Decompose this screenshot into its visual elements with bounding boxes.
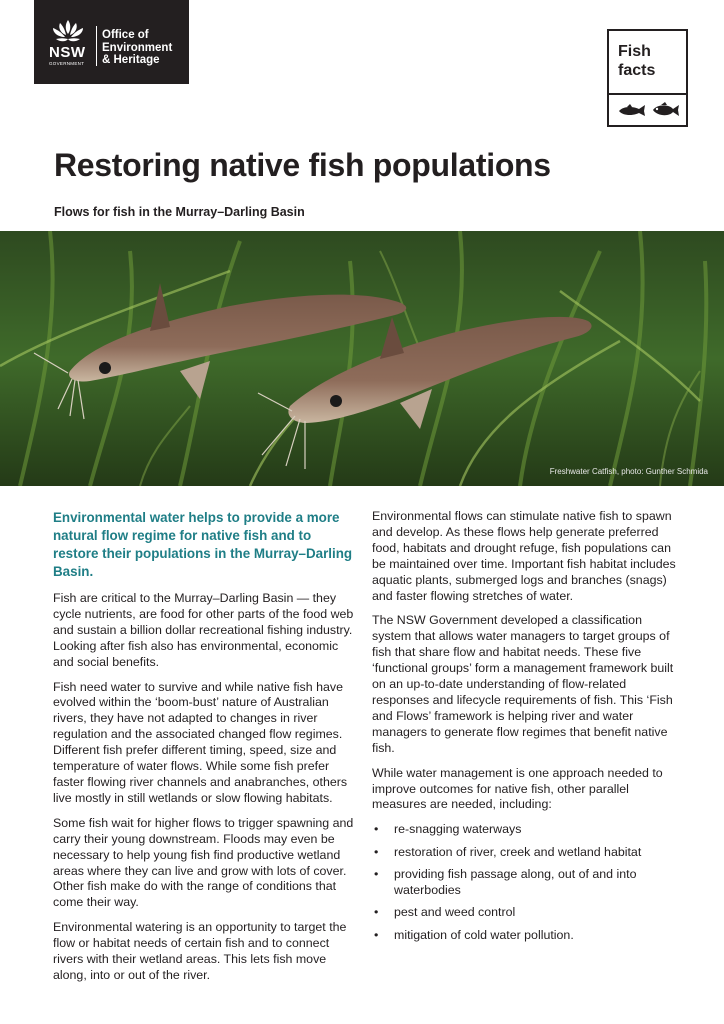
list-item-text: mitigation of cold water pollution. [394, 927, 574, 942]
badge-divider [609, 93, 686, 95]
lead-paragraph: Environmental water helps to provide a more natural flow regime for native fish and to restore their populations in the Murray–Darling Basin. [53, 510, 353, 579]
catfish-illustration [0, 231, 724, 486]
badge-title-line-2: facts [618, 62, 656, 79]
fish-icon [653, 102, 679, 116]
body-paragraph: Some fish wait for higher flows to trigger spawning and carry their young downstream. Floods may even be necessary to help young fish find productive wetland areas where they can live and grow with lots of cover. Other fish make do with the range of conditions that come their way. [53, 815, 354, 910]
right-column [372, 509, 678, 950]
badge-title [618, 42, 655, 80]
nsw-wordmark: NSW [49, 44, 86, 61]
list-item [372, 928, 678, 944]
badge-title-line-1: Fish [618, 43, 651, 60]
photo-caption: Freshwater Catfish, photo: Gunther Schmida [549, 467, 708, 476]
left-column [53, 509, 355, 993]
body-paragraph: While water management is one approach needed to improve outcomes for native fish, other parallel measures are needed, including: [372, 765, 663, 812]
list-item-text: restoration of river, creek and wetland habitat [394, 844, 642, 859]
fish-icon [619, 104, 645, 116]
hero-photo [0, 231, 724, 486]
bullet-icon: • [374, 905, 379, 920]
list-item-text: providing fish passage along, out of and into waterbodies [394, 867, 637, 898]
bullet-icon: • [374, 927, 379, 942]
government-wordmark: GOVERNMENT [49, 61, 85, 66]
page-subtitle: Flows for fish in the Murray–Darling Basin [54, 205, 305, 219]
body-paragraph: Environmental watering is an opportunity to target the flow or habitat needs of certain fish and to connect rivers with their wetland areas. This lets fish move along, into or out of the river. [53, 920, 347, 982]
nsw-oeh-logo [34, 0, 189, 84]
bullet-icon: • [374, 844, 379, 859]
body-paragraph: Fish need water to survive and while native fish have evolved within the ‘boom-bust’ nature of Australian rivers, they have not adapted to changes in river regulation and the associated changed flow regimes. Different fish prefer different timing, speed, size and temperature of water flows. While some fish prefer faster flowing river channels and anabranches, others live mostly in still wetlands or slow flowing habitats. [53, 679, 348, 805]
list-item [372, 845, 678, 861]
list-item-text: pest and weed control [394, 905, 516, 920]
body-paragraph: Environmental flows can stimulate native fish to spawn and develop. As these flows help generate preferred food, habitats and drought refuge, fish populations can be maintained over time. Important fish habitat includes aquatic plants, submerged logs and branches (snags) and faster flowing stretches of water. [372, 509, 676, 603]
body-paragraph: Fish are critical to the Murray–Darling Basin — they cycle nutrients, are food for other parts of the food web and sustain a billion dollar recreational fishing industry. Looking after fish also has environmental, economic and social benefits. [53, 591, 354, 669]
list-item [372, 905, 678, 921]
office-line-2: Environment [102, 41, 173, 54]
body-paragraph: The NSW Government developed a classification system that allows water managers to target groups of fish that share flow and habitat needs. These five ‘functional groups’ form a management framework built on an up-to-date understanding of flow-related responses and lifecycle requirements of fish. This ‘Fish and Flows’ framework is helping river and water managers to generate flow regimes that benefit native fish. [372, 613, 674, 755]
bullet-icon: • [374, 822, 379, 837]
bullet-icon: • [374, 867, 379, 882]
waratah-icon [48, 18, 88, 46]
office-line-3: & Heritage [102, 54, 160, 66]
list-item-text: re-snagging waterways [394, 822, 522, 837]
list-item [372, 822, 678, 838]
fish-facts-badge [607, 29, 688, 127]
list-item [372, 867, 678, 899]
logo-divider [96, 26, 97, 66]
fish-icons [617, 101, 681, 119]
office-line-1: Office of [102, 29, 149, 41]
office-name [102, 29, 172, 67]
page-title: Restoring native fish populations [54, 147, 551, 183]
measures-list [372, 822, 678, 943]
